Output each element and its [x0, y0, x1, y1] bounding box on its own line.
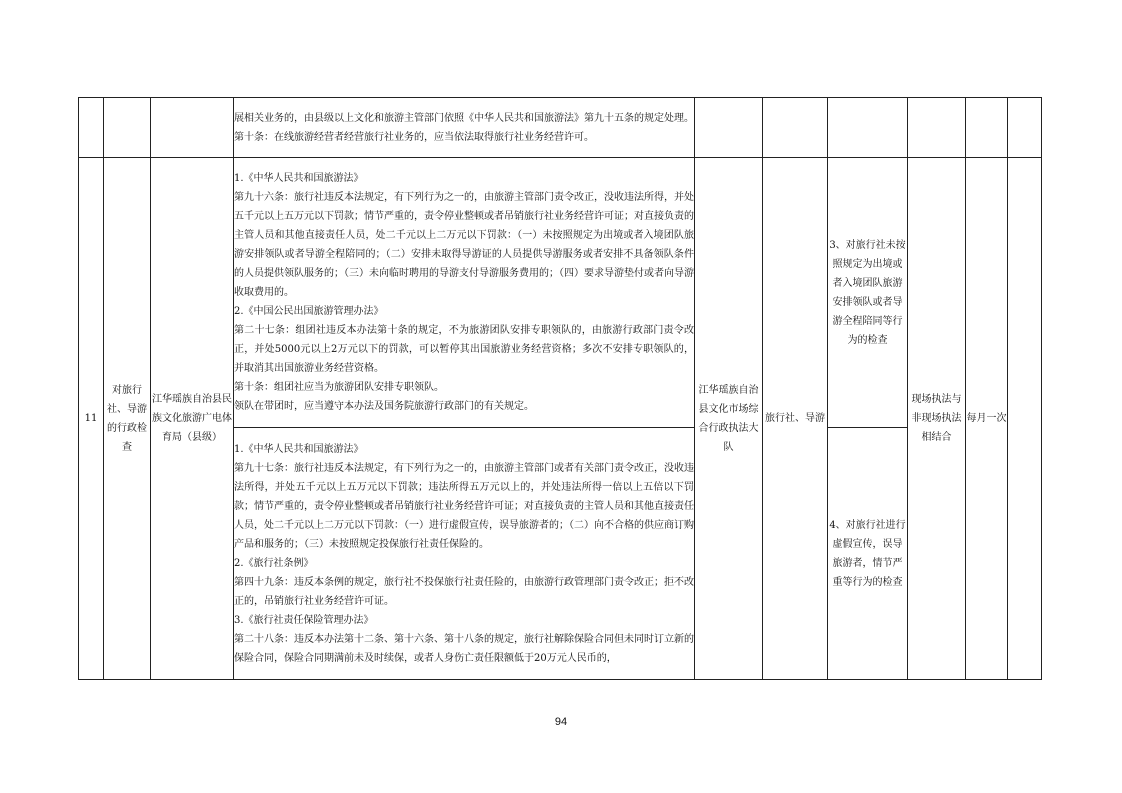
inspection-table	[78, 97, 1042, 680]
inspection-target: 旅行社、导游	[763, 158, 828, 680]
cell-method	[908, 98, 966, 158]
remark-cell	[1008, 158, 1042, 680]
cell-basis	[234, 98, 695, 158]
basis-line: 第十条：在线旅游经营者经营旅行社业务的，应当依法取得旅行社业务经营许可。	[234, 131, 594, 143]
basis-line: 1.《中华人民共和国旅游法》	[234, 443, 364, 455]
cell-number	[79, 98, 104, 158]
basis-line: 2.《中国公民出国旅游管理办法》	[234, 306, 384, 317]
basis-line: 第九十六条：旅行社违反本法规定，有下列行为之一的，由旅游主管部门责令改正，没收违法所得，并处五千元以上五万元以下罚款；情节严重的，责令停业整顿或者吊销旅行社业务经营许可证；对直接负责的主管人员和其他直接责任人员，处二千元以上二万元以下罚款：（一）未按照规定为出境或者入境团队旅游安排领队或者导游全程陪同的；（二）安排未取得导游证的人员提供导游服务或者安排不具备领队条件的人员提供领队服务的；（三）未向临时聘用的导游支付导游服务费用的；（四）要求导游垫付或者向导游收取费用的。	[234, 192, 694, 298]
row-number: 11	[79, 158, 104, 680]
cell-target	[763, 98, 828, 158]
cell-remark	[1008, 98, 1042, 158]
basis-line: 领队在带团时，应当遵守本办法及国务院旅游行政部门的有关规定。	[234, 401, 534, 412]
cell-frequency	[966, 98, 1008, 158]
inspection-frequency: 每月一次	[966, 158, 1008, 680]
basis-line: 第二十七条：组团社违反本办法第十条的规定，不为旅游团队安排专职领队的，由旅游行政部门责令改正，并处5000元以上2万元以下的罚款，可以暂停其出国旅游业务经营资格；多次不安排专职领队的，并取消其出国旅游业务经营资格。	[234, 325, 694, 374]
table-row-previous	[79, 98, 1042, 158]
cell-executor	[695, 98, 763, 158]
inspection-content-1: 3、对旅行社未按照规定为出境或者入境团队旅游安排领队或者导游全程陪同等行为的检查	[828, 158, 908, 428]
basis-line: 第十条：组团社应当为旅游团队安排专职领队。	[234, 382, 444, 393]
basis-line: 第四十九条：违反本条例的规定，旅行社不投保旅行社责任险的，由旅游行政管理部门责令改正；拒不改正的，吊销旅行社业务经营许可证。	[234, 576, 694, 607]
basis-line: 第二十八条：违反本办法第十二条、第十六条、第十八条的规定，旅行社解除保险合同但未同时订立新的保险合同，保险合同期满前未及时续保，或者人身伤亡责任限额低于20万元人民币的，	[234, 633, 694, 664]
inspection-item: 对旅行社、导游的行政检查	[104, 158, 151, 680]
basis-line: 2.《旅行社条例》	[234, 557, 314, 569]
basis-line: 第九十七条：旅行社违反本法规定，有下列行为之一的，由旅游主管部门或者有关部门责令改正，没收违法所得，并处五千元以上五万元以下罚款；违法所得五万元以上的，并处违法所得一倍以上五倍以下罚款；情节严重的，责令停业整顿或者吊销旅行社业务经营许可证；对直接负责的主管人员和其他直接责任人员，处二千元以上二万元以下罚款：（一）进行虚假宣传，误导旅游者的；（二）向不合格的供应商订购产品和服务的；（三）未按照规定投保旅行社责任保险的。	[234, 462, 694, 550]
cell-subject	[151, 98, 234, 158]
cell-content	[828, 98, 908, 158]
basis-line: 3.《旅行社责任保险管理办法》	[234, 614, 374, 626]
basis-line: 1.《中华人民共和国旅游法》	[234, 173, 364, 184]
cell-item	[104, 98, 151, 158]
page-number: 94	[554, 716, 568, 728]
legal-basis-2	[234, 428, 695, 680]
inspection-method: 现场执法与非现场执法相结合	[908, 158, 966, 680]
inspection-subject: 江华瑶族自治县民族文化旅游广电体育局（县级）	[151, 158, 234, 680]
legal-basis-1	[234, 158, 695, 428]
inspection-content-2: 4、对旅行社进行虚假宣传，误导旅游者，情节严重等行为的检查	[828, 428, 908, 680]
executing-body: 江华瑶族自治县文化市场综合行政执法大队	[695, 158, 763, 680]
basis-line: 展相关业务的，由县级以上文化和旅游主管部门依照《中华人民共和国旅游法》第九十五条的规定处理。	[234, 112, 694, 124]
table-row-11-a	[79, 158, 1042, 428]
